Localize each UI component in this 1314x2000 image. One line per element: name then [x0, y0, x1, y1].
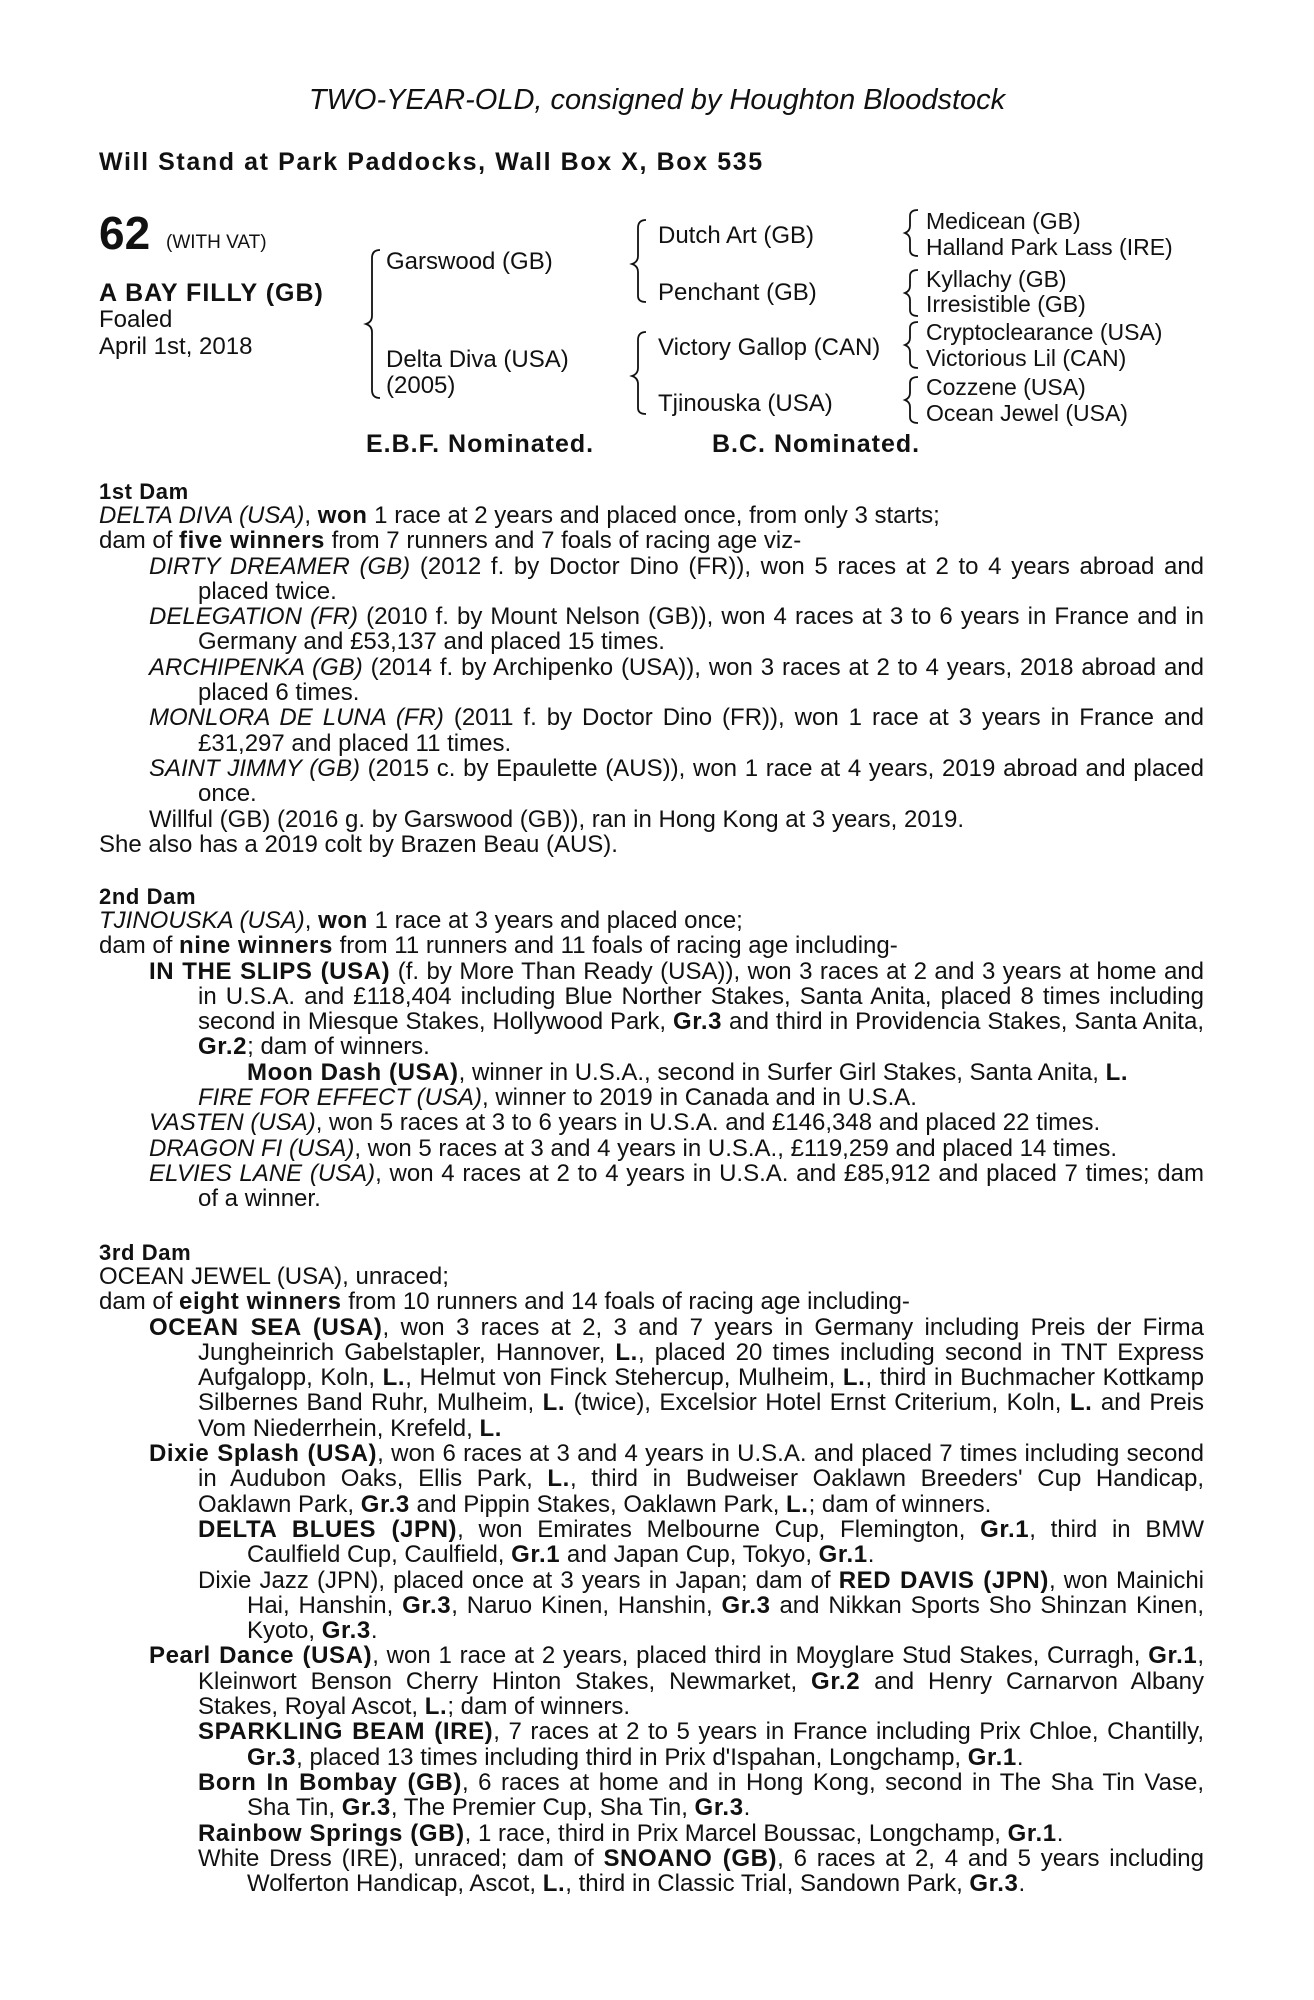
produce-text: (2011 f. by Doctor Dino (FR)), won 1 race at 3 years in France and £31,297 and placed 11 times. [198, 704, 1204, 757]
grade-label: Gr.3 [402, 1591, 452, 1619]
produce-text: , winner in U.S.A., second in Surfer Girl Stakes, Santa Anita, [458, 1058, 1106, 1086]
produce-entry [99, 1085, 1204, 1110]
listed-label: L. [1105, 1058, 1129, 1086]
produce-text: , won Emirates Melbourne Cup, Flemington, [457, 1515, 981, 1543]
produce-text: (f. by More Than Ready (USA)), won 3 races at 2 and 3 years at home and in U.S.A. and £118,404 including Blue Norther Stakes, Santa Anita, placed 8 times including second in Miesque Stakes, Hollywood Park, [198, 957, 1204, 1036]
produce-name: MONLORA DE LUNA (FR) [149, 704, 444, 732]
produce-text: , 6 races at home and in Hong Kong, second in The Sha Tin Vase, Sha Tin, [247, 1768, 1204, 1822]
produce-text: , Helmut von Finck Stehercup, Mulheim, [405, 1364, 843, 1392]
produce-entry [99, 756, 1204, 807]
produce-text: , 1 race, third in Prix Marcel Boussac, Longchamp, [464, 1819, 1008, 1847]
ds-sire: Cryptoclearance (USA) [926, 319, 1163, 345]
ss-sire: Medicean (GB) [926, 208, 1081, 234]
produce-entry [99, 1060, 1204, 1085]
produce-name: DELTA BLUES (JPN) [198, 1515, 458, 1543]
produce-text: , 6 races at 2, 4 and 5 years including Wolferton Handicap, Ascot, [247, 1844, 1205, 1898]
produce-text: , won 6 races at 3 and 4 years in U.S.A. and placed 7 times including second in Audubon Oaks, Ellis Park, [198, 1440, 1204, 1493]
produce-text: , won 3 races at 2, 3 and 7 years in Germany including Preis der Firma Jungheinrich Gabelstapler, Hannover, [198, 1313, 1205, 1366]
listed-label: L. [615, 1338, 638, 1366]
dam-of-suffix: from 10 runners and 14 foals of racing age including- [341, 1288, 910, 1316]
sire: Garswood (GB) [386, 248, 553, 275]
grade-label: Gr.2 [811, 1667, 861, 1695]
first-dam-heading: 1st Dam [99, 479, 189, 504]
grade-label: Gr.1 [1007, 1819, 1057, 1847]
grade-label: Gr.3 [694, 1794, 744, 1822]
produce-text: and Nikkan Sports Sho Shinzan Kinen, Kyoto, [247, 1591, 1204, 1645]
foaled-label: Foaled [99, 306, 173, 333]
won-label: won [317, 502, 368, 529]
produce-entry [99, 1315, 1204, 1441]
dam-year: (2005) [386, 372, 456, 399]
first-dam-section [99, 503, 1204, 857]
produce-name: ARCHIPENKA (GB) [149, 653, 363, 681]
grade-label: Gr.1 [818, 1541, 868, 1569]
produce-text: and Pippin Stakes, Oaklawn Park, [409, 1490, 787, 1518]
third-dam-record: OCEAN JEWEL (USA), unraced; [99, 1263, 449, 1290]
produce-text: , third in Buchmacher Kottkamp Silbernes Band Ruhr, Mulheim, [198, 1364, 1204, 1417]
produce-entry [99, 1846, 1204, 1897]
third-dam-section [99, 1264, 1204, 1896]
produce-name: FIRE FOR EFFECT (USA) [198, 1084, 482, 1112]
grade-label: Gr.1 [1148, 1642, 1198, 1670]
grade-label: Gr.3 [672, 1008, 723, 1036]
produce-text: , third in BMW Caulfield Cup, Caulfield, [247, 1515, 1204, 1569]
dam-of-prefix: dam of [99, 527, 180, 555]
dd-dam: Ocean Jewel (USA) [926, 400, 1128, 426]
listed-label: L. [842, 1364, 866, 1392]
first-dam-record: DELTA DIVA (USA), won 1 race at 2 years and placed once, from only 3 starts; [99, 502, 940, 529]
produce-entry [99, 1517, 1204, 1568]
first-dam-produce-summary [99, 528, 1204, 553]
produce-entry [99, 1161, 1204, 1212]
produce-text: , Kleinwort Benson Cherry Hinton Stakes, Newmarket, [198, 1642, 1204, 1695]
produce-text: (2015 c. by Epaulette (AUS)), won 1 race at 4 years, 2019 abroad and placed once. [198, 754, 1204, 808]
produce-name: Rainbow Springs (GB) [198, 1819, 465, 1847]
produce-name: SPARKLING BEAM (IRE) [198, 1718, 494, 1746]
produce-text: . [867, 1541, 875, 1569]
sd-sire: Kyllachy (GB) [926, 266, 1067, 292]
produce-note: She also has a 2019 colt by Brazen Beau (AUS). [99, 830, 618, 858]
produce-text: , Naruo Kinen, Hanshin, [451, 1591, 722, 1619]
listed-label: L. [479, 1414, 503, 1442]
produce-text: . [1016, 1743, 1024, 1771]
winners-count: nine winners [179, 932, 333, 960]
second-dam-produce-summary [99, 933, 1204, 958]
ebf-nominated: E.B.F. Nominated. [366, 430, 595, 458]
third-dam-heading: 3rd Dam [99, 1240, 192, 1265]
second-dam-record: TJINOUSKA (USA), won 1 race at 3 years and placed once; [99, 907, 743, 934]
second-dam-name: TJINOUSKA (USA) [99, 907, 305, 934]
listed-label: L. [382, 1364, 406, 1392]
grade-label: Gr.1 [980, 1515, 1030, 1543]
produce-text: and third in Providencia Stakes, Santa Anita, [722, 1008, 1204, 1036]
produce-name: DIRTY DREAMER (GB) [149, 552, 411, 580]
vat-note: (WITH VAT) [166, 232, 267, 253]
grade-label: Gr.1 [511, 1541, 561, 1569]
listed-label: L. [786, 1490, 809, 1518]
winners-count: eight winners [179, 1288, 342, 1316]
produce-name: OCEAN SEA (USA) [149, 1313, 383, 1341]
grade-label: Gr.3 [721, 1591, 771, 1619]
produce-entry [99, 1770, 1204, 1821]
dam-of-suffix: from 7 runners and 7 foals of racing age viz- [324, 527, 802, 555]
produce-name: ELVIES LANE (USA) [149, 1159, 376, 1187]
produce-text: . [1056, 1819, 1064, 1847]
produce-text: . [1018, 1870, 1026, 1898]
dam-dam: Tjinouska (USA) [658, 390, 833, 417]
produce-text: . [370, 1617, 378, 1645]
produce-text: and Preis Vom Niederrhein, Krefeld, [198, 1389, 1204, 1442]
second-dam-record-text: 1 race at 3 years and placed once; [367, 907, 743, 934]
grade-label: Gr.3 [247, 1743, 297, 1771]
produce-text: , placed 13 times including third in Prix d'Ispahan, Longchamp, [296, 1743, 968, 1771]
produce-name: DRAGON FI (USA) [149, 1134, 355, 1162]
lot-number: 62 [99, 207, 151, 259]
second-dam-section [99, 908, 1204, 1212]
grade-label: Gr.3 [969, 1870, 1019, 1898]
ss-dam: Halland Park Lass (IRE) [926, 234, 1173, 260]
produce-text: , third in Classic Trial, Sandown Park, [565, 1870, 970, 1898]
dd-sire: Cozzene (USA) [926, 374, 1086, 400]
listed-label: L. [424, 1693, 448, 1721]
produce-name: Moon Dash (USA) [247, 1058, 459, 1086]
produce-text: ; dam of winners. [247, 1033, 430, 1061]
produce-name: Pearl Dance (USA) [149, 1642, 373, 1670]
listed-label: L. [542, 1870, 566, 1898]
produce-text: , won 1 race at 2 years, placed third in Moyglare Stud Stakes, Curragh, [372, 1642, 1149, 1670]
produce-text: , won 5 races at 3 and 4 years in U.S.A., £119,259 and placed 14 times. [354, 1134, 1118, 1162]
third-dam-produce-summary [99, 1289, 1204, 1314]
produce-text: (twice), Excelsior Hotel Ernst Criterium, Koln, [565, 1389, 1070, 1417]
listed-label: L. [542, 1389, 566, 1417]
produce-entry [99, 554, 1204, 605]
produce-text: , 7 races at 2 to 5 years in France including Prix Chloe, Chantilly, [493, 1718, 1204, 1746]
produce-entry [99, 1643, 1204, 1719]
produce-text: (2010 f. by Mount Nelson (GB)), won 4 races at 3 to 6 years in France and in Germany and £53,137 and placed 15 times. [198, 603, 1205, 656]
produce-name: VASTEN (USA) [149, 1109, 316, 1137]
second-dam-heading: 2nd Dam [99, 884, 197, 909]
produce-entry [99, 1719, 1204, 1770]
won-label: won [318, 907, 368, 934]
produce-name: DELEGATION (FR) [149, 603, 358, 631]
produce-text: Dixie Jazz (JPN), placed once at 3 years in Japan; dam of [198, 1566, 839, 1594]
horse-name: A BAY FILLY (GB) [99, 279, 324, 307]
produce-name: RED DAVIS (JPN) [838, 1566, 1049, 1594]
produce-text: and Henry Carnarvon Albany Stakes, Royal Ascot, [198, 1667, 1204, 1721]
pedigree-brackets [0, 0, 1314, 460]
produce-entry [99, 1136, 1204, 1161]
produce-text: (2012 f. by Doctor Dino (FR)), won 5 races at 2 to 4 years abroad and placed twice. [198, 552, 1205, 605]
produce-text: ; dam of winners. [447, 1693, 631, 1721]
bc-nominated: B.C. Nominated. [712, 430, 921, 458]
produce-text: ; dam of winners. [808, 1490, 992, 1518]
grade-label: Gr.3 [341, 1794, 391, 1822]
produce-name: SNOANO (GB) [603, 1844, 778, 1872]
produce-text: , third in Budweiser Oaklawn Breeders' Cup Handicap, Oaklawn Park, [198, 1465, 1205, 1518]
produce-text: , won 5 races at 3 to 6 years in U.S.A. and £146,348 and placed 22 times. [315, 1109, 1101, 1137]
listed-label: L. [547, 1465, 570, 1493]
produce-entry [99, 604, 1204, 655]
grade-label: Gr.3 [321, 1617, 371, 1645]
produce-text: (2014 f. by Archipenko (USA)), won 3 races at 2 to 4 years, 2018 abroad and placed 6 times. [198, 653, 1204, 707]
produce-name: Dixie Splash (USA) [149, 1440, 378, 1468]
produce-entry [99, 1441, 1204, 1517]
produce-text: , winner to 2019 in Canada and in U.S.A. [482, 1084, 917, 1112]
produce-name: SAINT JIMMY (GB) [149, 754, 360, 782]
produce-text: , won Mainichi Hai, Hanshin, [247, 1566, 1204, 1619]
produce-entry [99, 1110, 1204, 1135]
dam-of-suffix: from 11 runners and 11 foals of racing age including- [332, 932, 898, 960]
stand-location: Will Stand at Park Paddocks, Wall Box X, Box 535 [99, 148, 764, 176]
produce-text: , The Premier Cup, Sha Tin, [390, 1794, 695, 1822]
first-dam-name: DELTA DIVA (USA) [99, 502, 305, 529]
produce-text: White Dress (IRE), unraced; dam of [198, 1844, 604, 1872]
produce-text: . [743, 1794, 751, 1822]
produce-text: and Japan Cup, Tokyo, [560, 1541, 819, 1569]
grade-label: Gr.3 [360, 1490, 410, 1518]
dam-of-prefix: dam of [99, 1288, 180, 1316]
produce-name: Born In Bombay (GB) [198, 1768, 462, 1796]
grade-label: Gr.2 [198, 1033, 248, 1061]
foaled-date: April 1st, 2018 [99, 333, 253, 360]
listed-label: L. [1069, 1389, 1093, 1417]
sire-sire: Dutch Art (GB) [658, 222, 815, 249]
grade-label: Gr.1 [967, 1743, 1017, 1771]
produce-entry [99, 705, 1204, 756]
winners-count: five winners [179, 527, 325, 555]
produce-text: , won 4 races at 2 to 4 years in U.S.A. and £85,912 and placed 7 times; dam of a winner. [198, 1159, 1204, 1213]
dam-of-prefix: dam of [99, 932, 180, 960]
first-dam-record-text: 1 race at 2 years and placed once, from only 3 starts; [367, 502, 940, 529]
produce-entry [99, 959, 1204, 1060]
produce-text: , placed 20 times including second in TNT Express Aufgalopp, Koln, [198, 1338, 1204, 1392]
produce-entry [99, 1568, 1204, 1644]
produce-name: IN THE SLIPS (USA) [149, 957, 391, 985]
produce-entry: Willful (GB) (2016 g. by Garswood (GB)), ran in Hong Kong at 3 years, 2019. [149, 805, 965, 833]
produce-entry [99, 1821, 1204, 1846]
dam-sire: Victory Gallop (CAN) [658, 334, 881, 361]
ds-dam: Victorious Lil (CAN) [926, 345, 1127, 371]
produce-entry [99, 655, 1204, 706]
sd-dam: Irresistible (GB) [926, 291, 1086, 317]
sire-dam: Penchant (GB) [658, 279, 817, 306]
page-title: TWO-YEAR-OLD, consigned by Houghton Bloodstock [308, 84, 1006, 116]
dam: Delta Diva (USA) [386, 346, 569, 373]
